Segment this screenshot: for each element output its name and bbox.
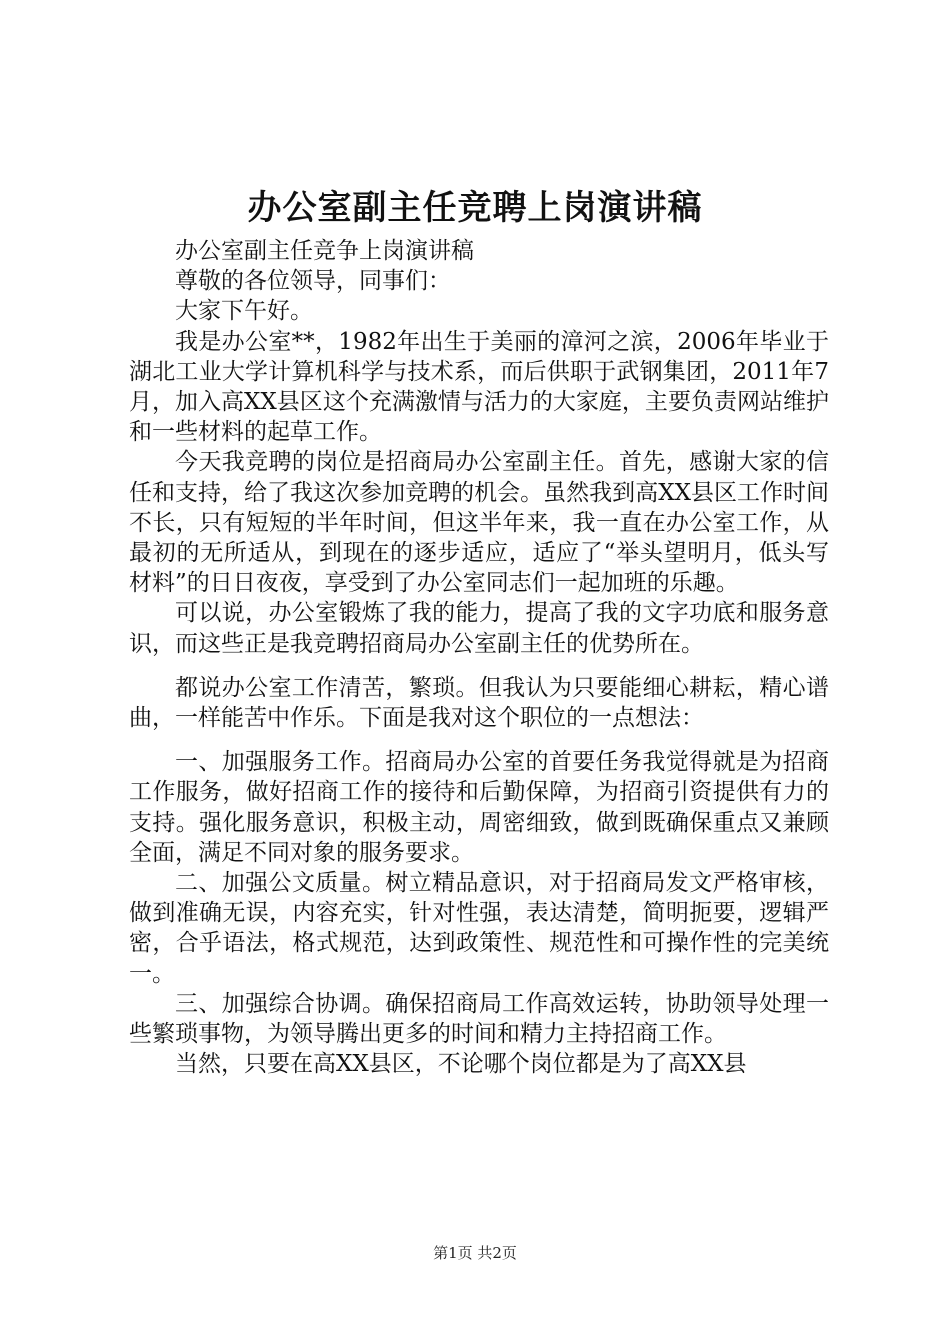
body-paragraph-subtitle: 办公室副主任竞争上岗演讲稿 bbox=[175, 238, 474, 264]
body-paragraph-position: 今天我竞聘的岗位是招商局办公室副主任。首先，感谢大家的信任和支持，给了我这次参加竞聘的机会。虽然我到高XX县区工作时间不长，只有短短的半年时间，但这半年来，我一直在办公室工作，从最初的无所适从，到现在的逐步适应，适应了“举头望明月，低头写材料”的日日夜夜，享受到了办公室同志们一起加班的乐趣。 bbox=[129, 449, 829, 597]
body-paragraph-thoughts: 都说办公室工作清苦，繁琐。但我认为只要能细心耕耘，精心谱曲，一样能苦中作乐。下面是我对这个职位的一点想法： bbox=[129, 674, 829, 732]
body-paragraph-point-one: 一、加强服务工作。招商局办公室的首要任务我觉得就是为招商工作服务，做好招商工作的接待和后勤保障，为招商引资提供有力的支持。强化服务意识，积极主动，周密细致，做到既确保重点又兼顾全面，满足不同对象的服务要求。 bbox=[129, 749, 829, 866]
body-paragraph-salutation: 尊敬的各位领导，同事们： bbox=[175, 268, 451, 295]
body-paragraph-closing: 当然，只要在高XX县区，不论哪个岗位都是为了高XX县 bbox=[175, 1051, 747, 1078]
document-body bbox=[129, 236, 829, 1079]
body-paragraph-point-two: 二、加强公文质量。树立精品意识，对于招商局发文严格审核，做到准确无误，内容充实，针对性强，表达清楚，简明扼要，逻辑严密，合乎语法，格式规范，达到政策性、规范性和可操作性的完美统一。 bbox=[129, 870, 829, 987]
body-paragraph-point-three: 三、加强综合协调。确保招商局工作高效运转，协助领导处理一些繁琐事物，为领导腾出更多的时间和精力主持招商工作。 bbox=[129, 990, 829, 1048]
body-paragraph-strengths: 可以说，办公室锻炼了我的能力，提高了我的文字功底和服务意识，而这些正是我竞聘招商局办公室副主任的优势所在。 bbox=[129, 600, 829, 657]
document-title: 办公室副主任竞聘上岗演讲稿 bbox=[247, 188, 703, 228]
page-footer: 第1页 共2页 bbox=[433, 1244, 517, 1262]
body-paragraph-greeting: 大家下午好。 bbox=[175, 298, 313, 325]
body-paragraph-introduction: 我是办公室**，1982年出生于美丽的漳河之滨，2006年毕业于湖北工业大学计算机科学与技术系，而后供职于武钢集团，2011年7月，加入高XX县区这个充满激情与活力的大家庭，主要负责网站维护和一些材料的起草工作。 bbox=[129, 328, 829, 446]
